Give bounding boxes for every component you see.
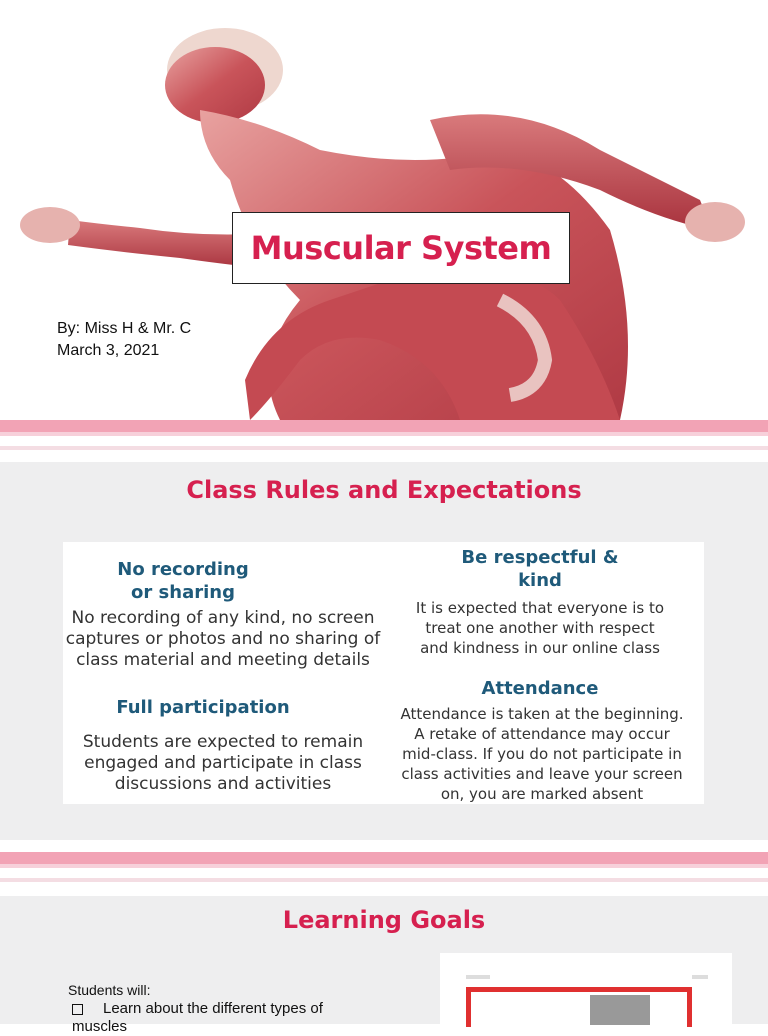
rule-title-participation: Full participation <box>116 697 290 718</box>
divider-stripe <box>0 852 768 864</box>
title-slide <box>0 0 768 420</box>
page-title: Muscular System <box>250 229 552 267</box>
rule-body-respectful: It is expected that everyone is to treat one another with respect and kindness in our online class <box>415 599 665 657</box>
rule-title-respectful: Be respectful & kind <box>461 547 619 591</box>
goal-item: Learn about the different types of muscles <box>72 1000 323 1035</box>
rules-heading: Class Rules and Expectations <box>186 476 582 504</box>
rule-title-recording: No recording or sharing <box>117 559 249 603</box>
rule-body-participation: Students are expected to remain engaged and participate in class discussions and activities <box>82 732 364 794</box>
checkbox-bullet-icon <box>72 1004 83 1015</box>
divider-stripe <box>0 864 768 868</box>
date-line: March 3, 2021 <box>57 342 160 359</box>
rule-body-recording: No recording of any kind, no screen captures or photos and no sharing of class material and meeting details <box>65 608 381 670</box>
author-line: By: Miss H & Mr. C <box>57 320 192 337</box>
divider-stripe <box>0 878 768 882</box>
rule-title-attendance: Attendance <box>481 678 599 699</box>
divider-stripe <box>0 446 768 450</box>
goals-illustration <box>440 953 732 1024</box>
rules-slide <box>0 462 768 840</box>
divider-stripe <box>0 420 768 432</box>
goals-intro: Students will: <box>68 982 151 998</box>
title-box <box>232 212 570 284</box>
byline <box>57 318 191 362</box>
rules-card <box>63 542 704 804</box>
rule-body-attendance: Attendance is taken at the beginning. A retake of attendance may occur mid-class. If you do not participate in class activities and leave your screen on, you are marked absent <box>400 705 684 803</box>
goals-heading: Learning Goals <box>282 906 486 934</box>
divider-stripe <box>0 432 768 436</box>
goals-slide <box>0 896 768 1035</box>
